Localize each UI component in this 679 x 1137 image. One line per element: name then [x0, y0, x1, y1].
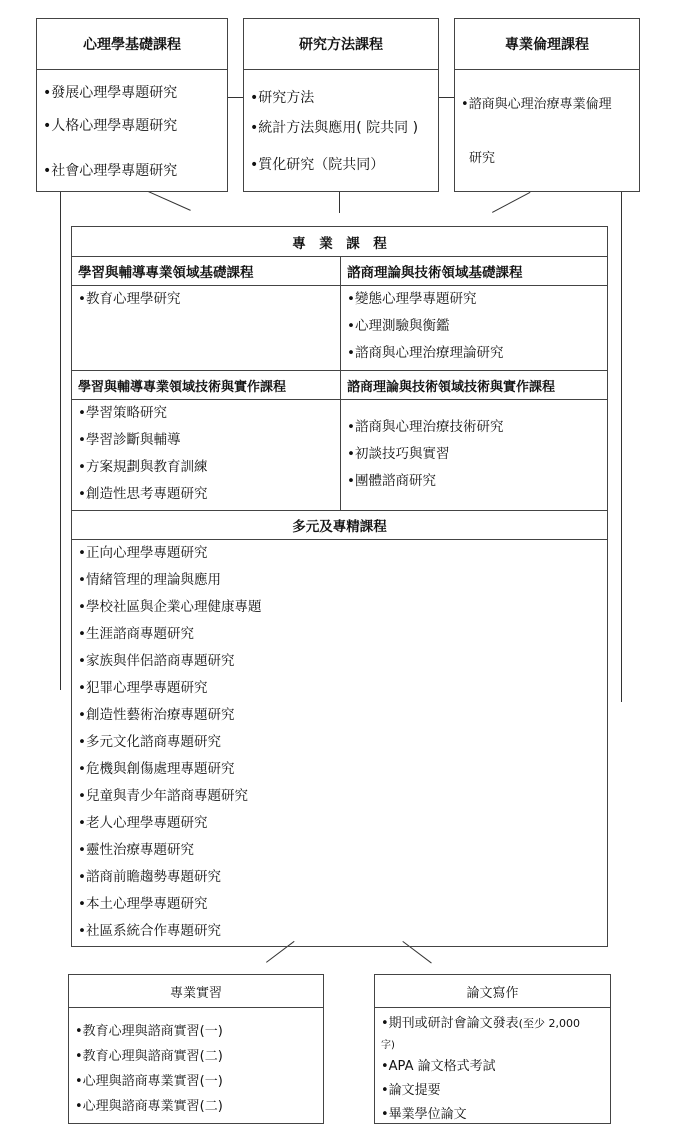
list-item: •質化研究（院共同）: [250, 157, 385, 173]
research-method-title: 研究方法課程: [244, 19, 438, 70]
thesis-item-note-cont: 字): [381, 1040, 395, 1051]
thesis-item-note: (至少 2,000: [518, 1017, 580, 1030]
connector-method-ethics: [438, 97, 454, 98]
list-item: •研究方法: [250, 90, 315, 106]
connector-psych-method: [227, 97, 243, 98]
professional-courses-title: 專 業 課 程: [72, 227, 608, 257]
list-item: •社區系統合作專題研究: [78, 923, 221, 939]
psych-foundation-title: 心理學基礎課程: [37, 19, 227, 70]
learn-basic-cell: [72, 286, 341, 371]
list-item: •靈性治療專題研究: [78, 842, 194, 858]
list-item: •危機與創傷處理專題研究: [78, 761, 235, 777]
connector-ethics-diagonal: [492, 192, 530, 213]
connector-right-vertical: [621, 172, 622, 702]
list-item: •教育心理與諮商實習(二): [75, 1049, 223, 1064]
list-item: •犯罪心理學專題研究: [78, 680, 208, 696]
list-item: •創造性思考專題研究: [78, 486, 208, 502]
ethics-title: 專業倫理課程: [455, 19, 639, 70]
list-item: •方案規劃與教育訓練: [78, 459, 208, 475]
list-item: •社會心理學專題研究: [43, 163, 178, 179]
connector-left-vertical: [60, 148, 61, 690]
list-item: •家族與伴侶諮商專題研究: [78, 653, 235, 669]
list-item: •學習診斷與輔導: [78, 432, 181, 448]
professional-courses-table: [71, 226, 608, 947]
list-item: •初談技巧與實習: [347, 446, 450, 462]
ethics-box: [454, 18, 640, 192]
diverse-cell: [72, 540, 608, 947]
list-item: •創造性藝術治療專題研究: [78, 707, 235, 723]
list-item: •教育心理與諮商實習(一): [75, 1024, 223, 1039]
list-item: •心理與諮商專業實習(二): [75, 1099, 223, 1114]
diverse-header: 多元及專精課程: [72, 511, 608, 540]
list-item: •人格心理學專題研究: [43, 118, 178, 134]
thesis-item-text: •期刊或研討會論文發表: [381, 1016, 519, 1031]
list-item: •發展心理學專題研究: [43, 85, 178, 101]
list-item: •老人心理學專題研究: [78, 815, 208, 831]
thesis-box: [374, 974, 611, 1124]
counsel-basic-header: 諮商理論與技術領域基礎課程: [341, 257, 608, 286]
list-item: •兒童與青少年諮商專題研究: [78, 788, 248, 804]
list-item: •畢業學位論文: [381, 1107, 467, 1122]
list-item: •正向心理學專題研究: [78, 545, 208, 561]
list-item: •生涯諮商專題研究: [78, 626, 194, 642]
connector-method-down: [339, 191, 340, 213]
list-item: •情緒管理的理論與應用: [78, 572, 221, 588]
list-item: [381, 1012, 580, 1031]
connector-psych-diagonal: [146, 190, 191, 211]
list-item: •諮商與心理治療技術研究: [347, 419, 504, 435]
list-item: •論文提要: [381, 1083, 441, 1098]
list-item: •學習策略研究: [78, 405, 167, 421]
list-item: 研究: [469, 151, 496, 166]
counsel-tech-cell: [341, 400, 608, 511]
practicum-box: [68, 974, 324, 1124]
counsel-basic-cell: [341, 286, 608, 371]
thesis-title: 論文寫作: [375, 975, 610, 1008]
list-item: •諮商與心理治療理論研究: [347, 345, 504, 361]
counsel-tech-header: 諮商理論與技術領域技術與實作課程: [341, 371, 608, 400]
research-method-box: [243, 18, 439, 192]
list-item: •心理與諮商專業實習(一): [75, 1074, 223, 1089]
list-item: •統計方法與應用( 院共同 ): [250, 120, 419, 136]
list-item: •諮商與心理治療專業倫理: [461, 97, 612, 112]
practicum-title: 專業實習: [69, 975, 323, 1008]
learn-tech-cell: [72, 400, 341, 511]
list-item: •變態心理學專題研究: [347, 291, 477, 307]
learn-basic-header: 學習與輔導專業領域基礎課程: [72, 257, 341, 286]
list-item: •多元文化諮商專題研究: [78, 734, 221, 750]
list-item: •心理測驗與衡鑑: [347, 318, 450, 334]
list-item: •本土心理學專題研究: [78, 896, 208, 912]
psych-foundation-box: [36, 18, 228, 192]
learn-tech-header: 學習與輔導專業領域技術與實作課程: [72, 371, 341, 400]
list-item: •諮商前瞻趨勢專題研究: [78, 869, 221, 885]
list-item: •教育心理學研究: [78, 291, 181, 307]
list-item: •團體諮商研究: [347, 473, 436, 489]
list-item: •APA 論文格式考試: [381, 1059, 496, 1074]
list-item: •學校社區與企業心理健康專題: [78, 599, 262, 615]
